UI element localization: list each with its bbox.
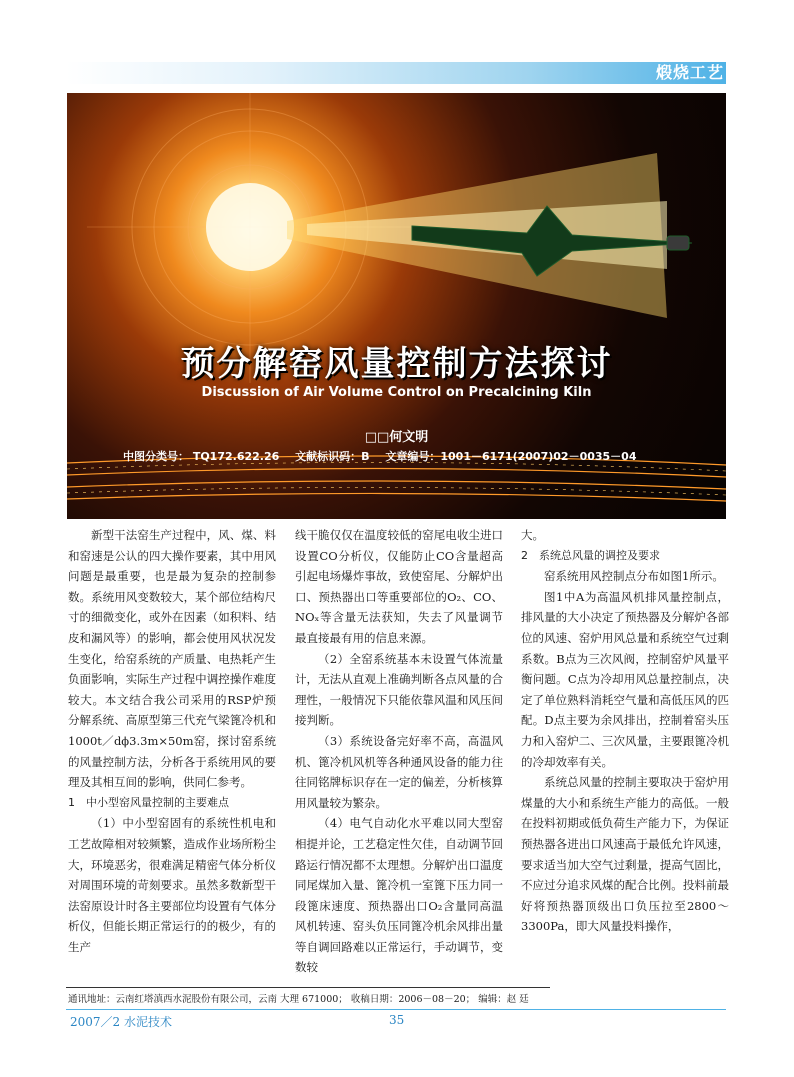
- paragraph-continued: 大。: [521, 528, 544, 542]
- document-code: 文献标识码：B: [295, 450, 370, 463]
- body-column-1: [68, 525, 276, 957]
- article-title: 预分解窑风量控制方法探讨: [180, 344, 613, 384]
- footnote: 通讯地址：云南红塔滇西水泥股份有限公司，云南 大理 671000； 收稿日期：2006－08－20； 编辑：赵 廷: [68, 994, 529, 1005]
- class-number: 中图分类号： TQ172.622.26: [123, 450, 280, 463]
- article-meta-line: [123, 448, 649, 464]
- paragraph: 新型干法窑生产过程中，风、煤、料和窑速是公认的四大操作要素，其中用风问题是最重要，也是最为复杂的控制参数。系统用风变数较大，某个部位结构尺寸的细微变化，或外在因素（如积料、结皮和漏风等）的影响，都会使用风状况发生变化，给窑系统的产质量、电热耗产生负面影响，实际生产过程中调控操作难度较大。本文结合我公司采用的RSP炉预分解系统、高原型第三代充气梁篦冷机和1000t／dϕ3.3m×50m窑，探讨窑系统的风量控制方法，分析各于系统用风的要理及其相互间的影响，供同仁参考。: [68, 528, 276, 790]
- body-column-2: [295, 525, 503, 978]
- article-number: 文章编号：1001－6171(2007)02－0035－04: [385, 450, 637, 463]
- author-line: □□何文明: [364, 430, 429, 445]
- paragraph: （1）中小型窑固有的系统性机电和工艺故障相对较频繁，造成作业场所粉尘大，环境恶劣，很难满足精密气体分析仪对周围环境的苛刻要求。虽然多数新型干法窑原设计时各主要部位均设置有气体分析仪，但能长期正常运行的的极少，有的生产: [68, 816, 276, 954]
- title-banner: [67, 93, 726, 519]
- paragraph: 窑系统用风控制点分布如图1所示。: [544, 569, 724, 584]
- article-subtitle-en: Discussion of Air Volume Control on Precalcining Kiln: [201, 385, 592, 400]
- section-heading: 1 中小型窑风量控制的主要难点: [68, 795, 229, 809]
- paragraph: 图1中A为高温风机排风量控制点，排风量的大小决定了预热器及分解炉各部位的风速、窑炉用风总量和系统空气过剩系数。B点为三次风阀，控制窑炉风量平衡问题。C点为冷却用风总量控制点，决定了单位熟料消耗空气量和高低压风的匹配。D点主要为余风排出，控制着窑头压力和入窑炉二、三次风量，主要跟篦冷机的冷却效率有关。: [521, 589, 729, 769]
- page-number: 35: [389, 1013, 405, 1027]
- paragraph: （3）系统设备完好率不高，高温风机、篦冷机风机等各种通风设备的能力往往同铭牌标识存在一定的偏差，分析核算用风量较为繁杂。: [295, 733, 503, 810]
- section-heading: 2 系统总风量的调控及要求: [521, 548, 660, 562]
- paragraph: （4）电气自动化水平难以同大型窑相提并论，工艺稳定性欠佳，自动调节回路运行情况都不太理想。分解炉出口温度同尾煤加入量、篦冷机一室篦下压力同一段篦床速度、预热器出口O₂含量同高温风机转速、窑头负压同篦冷机余风排出量等自调回路难以正常运行，手动调节，变数较: [295, 816, 503, 975]
- body-column-3: [521, 525, 729, 937]
- section-label: 煅烧工艺: [655, 63, 724, 82]
- journal-issue: 2007／2 水泥技术: [70, 1015, 172, 1029]
- paragraph-continued: 线干脆仅仅在温度较低的窑尾电收尘进口设置CO分析仪，仅能防止CO含量超高引起电场爆炸事故，致使窑尾、分解炉出口、预热器出口等重要部位的O₂、CO、NOₓ等含量无法获知，失去了风量调节最直接最有用的信息来源。: [295, 528, 503, 645]
- paragraph: 系统总风量的控制主要取决于窑炉用煤量的大小和系统生产能力的高低。一般在投料初期或低负荷生产能力下，为保证预热器各进出口风速高于最低允许风速，要求适当加大空气过剩量，提高气固比，不应过分追求风煤的配合比例。投料前最好将预热器顶级出口负压拉至2800～3300Pa，即大风量投料操作，: [521, 775, 729, 934]
- footer-divider: [66, 1009, 726, 1010]
- header-band: [66, 62, 726, 84]
- paragraph: （2）全窑系统基本未设置气体流量计，无法从直观上准确判断各点风量的合理性，一般情况下只能依靠风温和风压间接判断。: [295, 651, 503, 728]
- footnote-divider: [66, 987, 550, 988]
